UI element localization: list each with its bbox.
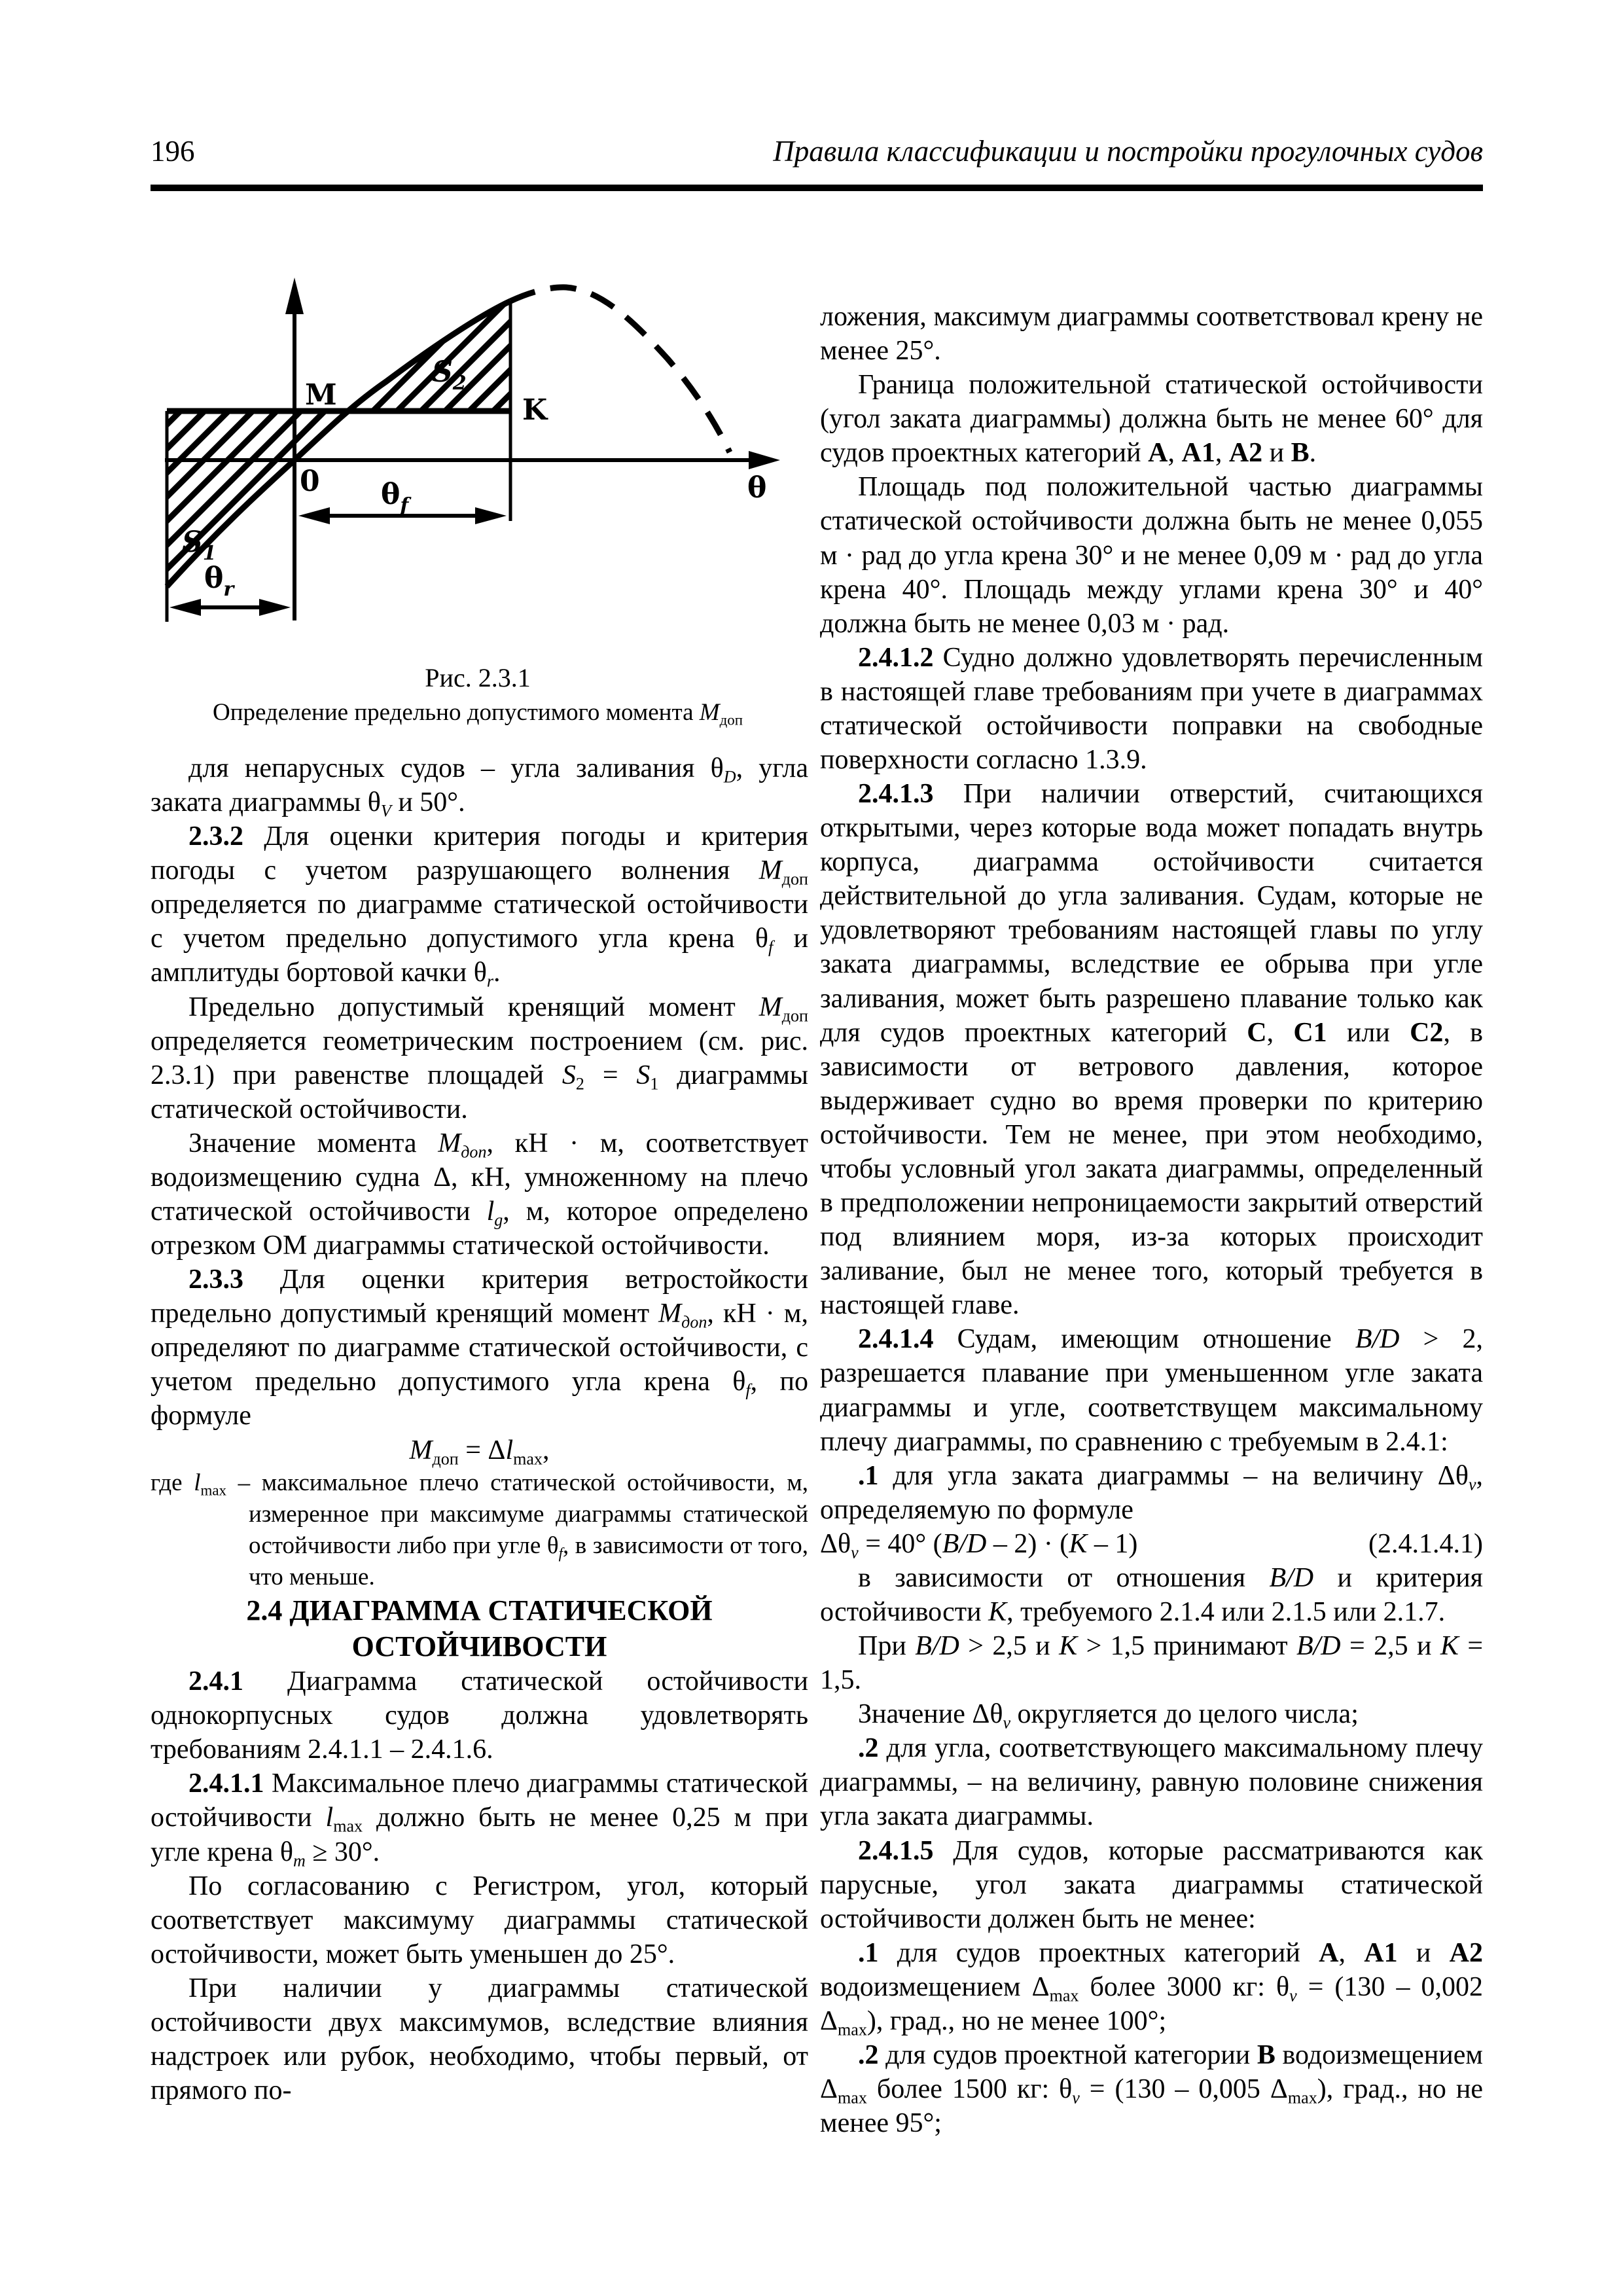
text-run: для судов проектной категории (878, 2039, 1257, 2070)
text-run: для непарусных судов – угла заливания θ (188, 753, 724, 783)
paragraph (151, 819, 808, 990)
theta-r-arrow-left (169, 599, 201, 616)
text-run: в зависимости от отношения (858, 1562, 1270, 1593)
text-run: B/D (1296, 1631, 1341, 1662)
stability-diagram (151, 260, 798, 653)
text-run: где (151, 1469, 194, 1496)
text-run: , (1266, 1017, 1294, 1048)
text-run: = (584, 1060, 637, 1090)
text-run: диаграммы статической остойчивости. (151, 1060, 808, 1124)
text-run: f (768, 937, 774, 957)
text-run: B/D (1355, 1324, 1400, 1355)
text-run: Δθ (820, 1528, 851, 1559)
text-run: max (1049, 1986, 1079, 2005)
paragraph (820, 1697, 1483, 1731)
text-run: 2.4.1.4 (858, 1324, 934, 1355)
text-run: max (838, 2020, 867, 2039)
text-run: А1 (1364, 1937, 1398, 1968)
text-run: .2 (858, 2039, 879, 2070)
text-run: 2.4.1.3 (858, 779, 934, 810)
text-run: Граница положительной статической остойчивости (угол заката диаграммы) должна быть не менее 60° для судов проектных категорий (820, 370, 1483, 469)
text-run: При наличии отверстий, считающихся открытыми, через которые вода может попадать внутрь корпуса, диаграмма остойчивости считается действительной до угла заливания. Судам, которые не удовлетворяют требованиям настоящей главы по углу заката диаграммы, вследствие ее обрыва при угле заливания, может быть разрешено плавание только как для судов проектных категорий (820, 779, 1483, 1048)
text-run: V (380, 801, 391, 821)
paragraph (820, 641, 1483, 777)
text-run: , (542, 1435, 550, 1465)
paragraph (820, 368, 1483, 470)
text-run: ≥ 30°. (305, 1837, 380, 1867)
text-run: max (1287, 2088, 1317, 2108)
theta-f-arrow-right (475, 507, 507, 524)
text-run: B/D (942, 1528, 987, 1559)
text-run: v (1003, 1713, 1011, 1732)
text-run: 2.3.3 (188, 1265, 243, 1295)
text-run: v (1072, 2088, 1080, 2108)
text-run: ложения, максимум диаграммы соответствовал крену не менее 25°. (820, 302, 1483, 367)
text-run: должно быть не менее 0,25 м при угле крена θ (151, 1803, 808, 1867)
paragraph (151, 1664, 808, 1767)
text-run: l (486, 1196, 495, 1227)
figure-caption (151, 662, 805, 726)
running-title: Правила классификации и постройки прогулочных судов (773, 135, 1483, 168)
text-run: Максимальное плечо диаграммы статической остойчивости (151, 1768, 808, 1833)
label-s1: $S_1$ (182, 526, 217, 565)
text-run: f (558, 1545, 563, 1562)
text-run: для угла, соответствующего максимальному плечу диаграммы, – на величину, равную половине снижения угла заката диаграммы. (820, 1733, 1483, 1832)
theta-f-arrow-left (298, 507, 330, 524)
text-run: > 2,5 и (959, 1631, 1060, 1662)
text-run: Для оценки критерия погоды и критерия погоды с учетом разрушающего волнения (151, 821, 808, 886)
text-run: А (1319, 1937, 1339, 1968)
paragraph (151, 1467, 808, 1593)
theta-r-arrow-right (259, 599, 291, 616)
text-run: , кН · м, определяют по диаграмме статической остойчивости, с учетом предельно допустимого угла крена θ (151, 1299, 808, 1397)
text-run: 2.4.1.5 (858, 1835, 934, 1866)
equation (820, 1527, 1137, 1561)
text-run: .2 (858, 1733, 879, 1764)
paragraph (820, 1629, 1483, 1697)
text-run: . (493, 958, 501, 988)
text-run: А2 (1449, 1937, 1483, 1968)
text-run: , (1215, 438, 1229, 469)
text-run: доп (719, 711, 743, 728)
paragraph (151, 1263, 808, 1433)
text-run: М (758, 992, 782, 1022)
text-run: S (636, 1060, 651, 1090)
text-run: определяется геометрическим построением (см. рис. 2.3.1) при равенстве площадей (151, 1026, 808, 1090)
label-m: M (305, 378, 337, 412)
text-run: , (1338, 1937, 1364, 1968)
text-run: 2.4.1 (188, 1666, 243, 1697)
paragraph (820, 777, 1483, 1322)
text-run: max (200, 1481, 227, 1498)
paragraph (151, 1126, 808, 1263)
paragraph (820, 1322, 1483, 1458)
text-run: 1 (650, 1074, 659, 1094)
paragraph (151, 990, 808, 1126)
text-run: При наличии у диаграммы статической остойчивости двух максимумов, вследствие влияния надстроек или рубок, необходимо, чтобы первый, от прямого по- (151, 1973, 808, 2106)
text-run: и (1397, 1937, 1450, 1968)
label-k: K (522, 393, 548, 427)
text-run: и (1262, 438, 1291, 469)
text-run: А (1148, 438, 1168, 469)
text-run: K (988, 1596, 1007, 1627)
text-run: max (513, 1448, 543, 1468)
text-run: v (1468, 1474, 1476, 1494)
page-header (151, 134, 1483, 168)
text-run: = 40° ( (858, 1528, 942, 1559)
text-run: доп (432, 1448, 459, 1468)
text-run: r (486, 971, 494, 991)
text-run: l (505, 1435, 514, 1465)
text-run: Для судов, которые рассматриваются как парусные, угол заката диаграммы статической остойчивости должен быть не менее: (820, 1835, 1483, 1934)
text-run: , угла заката диаграммы θ (151, 753, 808, 818)
text-run: 2.4.1.1 (188, 1768, 264, 1799)
text-run: более 3000 кг: θ (1079, 1971, 1290, 2002)
label-theta-f: $\theta_f$ (381, 478, 409, 517)
text-run: = 2,5 и (1340, 1631, 1440, 1662)
paragraph (820, 300, 1483, 368)
text-run: или (1327, 1017, 1410, 1048)
figure-2-3-1 (151, 260, 798, 653)
text-run: – 2) · ( (986, 1528, 1069, 1559)
page-number: 196 (151, 135, 195, 168)
text-run: и амплитуды бортовой качки θ (151, 924, 808, 988)
header-rule (151, 185, 1483, 191)
paragraph (820, 1459, 1483, 1527)
paragraph (820, 1834, 1483, 1936)
text-run: = 1,5. (820, 1631, 1484, 1696)
paragraph (151, 1767, 808, 1869)
text-run: B/D (1269, 1562, 1314, 1593)
text-run: , в зависимости от ветрового давления, которое выдерживает судно во время проверки по критерию остойчивости. Тем не менее, при этом необходимо, чтобы условный угол заката диаграммы, определенный в предположении непроницаемости закрытий отверстий под влиянием моря, из-за которых происходит заливание, был не менее того, который требуется в настоящей главе. (820, 1017, 1484, 1321)
text-run: Диаграмма статической остойчивости однокорпусных судов должна удовлетворять требованиям 2.4.1.1 – 2.4.1.6. (151, 1666, 808, 1765)
text-run: доп (681, 1312, 707, 1332)
text-run: D (723, 767, 736, 787)
y-axis-arrow (285, 278, 304, 314)
text-run: . (1309, 438, 1317, 469)
text-run: > 2, разрешается плавание при уменьшенном угле заката диаграммы и угле, соответствущем максимальному плечу диаграммы, по сравнению с требуемым в 2.4.1: (820, 1324, 1484, 1457)
text-run: М (438, 1128, 461, 1158)
text-run: С (1247, 1017, 1267, 1048)
text-run: = (130 – 0,002 Δ (820, 1971, 1483, 2036)
text-run: B/D (915, 1631, 959, 1662)
text-run: .1 (858, 1460, 879, 1491)
text-run: g (494, 1210, 503, 1230)
text-run: > 1,5 принимают (1077, 1631, 1296, 1662)
text-run: доп (781, 869, 808, 889)
text-run: , требуемого 2.1.4 или 2.1.5 или 2.1.7. (1007, 1596, 1446, 1627)
text-run: С2 (1410, 1017, 1444, 1048)
text-run: K (1069, 1528, 1088, 1559)
paragraph (151, 1971, 808, 2108)
text-run: , определяемую по формуле (820, 1460, 1483, 1525)
left-column (151, 751, 808, 2108)
text-run: При (858, 1631, 916, 1662)
text-run: = (130 – 0,005 Δ (1079, 2074, 1288, 2105)
paragraph (151, 751, 808, 819)
text-run: для судов проектных категорий (878, 1937, 1319, 1968)
formula (820, 1527, 1483, 1561)
text-run: m (293, 1850, 306, 1870)
text-run: С1 (1293, 1017, 1327, 1048)
text-run: S (562, 1060, 576, 1090)
text-run: По согласованию с Регистром, угол, который соответствует максимуму диаграммы статической остойчивости, может быть уменьшен до 25°. (151, 1871, 808, 1969)
text-run: 2.4.1.2 (858, 642, 934, 673)
text-run: Предельно допустимый кренящий момент (188, 992, 759, 1022)
label-s2: $S_2$ (432, 355, 467, 395)
text-run: водоизмещением Δ (820, 2039, 1483, 2105)
text-run: = Δ (458, 1435, 506, 1465)
text-run: 2.3.2 (188, 821, 243, 852)
text-run: М (699, 699, 720, 726)
text-run: Площадь под положительной частью диаграммы статической остойчивости должна быть не менее 0,055 м · рад до угла крена 30° и не менее 0,09 м · рад до угла крена 40°. Площадь между углами крена 30° и 40° должна быть не менее 0,03 м · рад. (820, 472, 1483, 639)
text-run: Судно должно удовлетворять перечисленным в настоящей главе требованиям при учете в диаграммах статической остойчивости поправки на свободные поверхности согласно 1.3.9. (820, 642, 1483, 776)
text-run: В (1291, 438, 1310, 469)
text-run: и критерия остойчивости (820, 1562, 1483, 1627)
righting-curve-dashed (510, 287, 730, 452)
paragraph (820, 2038, 1483, 2140)
text-run: 2 (575, 1074, 584, 1094)
text-run: округляется до целого числа; (1010, 1699, 1359, 1730)
paragraph (820, 1731, 1483, 1833)
text-run: Определение предельно допустимого момента (212, 699, 700, 726)
text-run: l (194, 1469, 201, 1496)
label-theta-r: $\theta_r$ (204, 562, 234, 601)
text-run: – 1) (1087, 1528, 1138, 1559)
paragraph (820, 1936, 1483, 2038)
text-run: max (838, 2088, 867, 2108)
equation-number: (2.4.1.4.1) (1368, 1528, 1483, 1559)
label-theta: θ (747, 471, 767, 505)
text-run: доп (461, 1142, 487, 1162)
section-heading (151, 1593, 808, 1664)
paragraph (151, 1869, 808, 1971)
text-run: ), град., но не менее 100°; (866, 2005, 1167, 2036)
text-run: Значение Δθ (858, 1699, 1003, 1730)
text-run: водоизмещением Δ (820, 1971, 1050, 2002)
text-run: А1 (1181, 438, 1215, 469)
text-run: 2.4 ДИАГРАММА СТАТИЧЕСКОЙ ОСТОЙЧИВОСТИ (246, 1594, 713, 1662)
right-column (820, 300, 1483, 2140)
text-run: Для оценки критерия ветростойкости предельно допустимый кренящий момент (151, 1265, 808, 1329)
text-run: f (745, 1380, 751, 1400)
text-run: .1 (858, 1937, 879, 1968)
theta-axis-arrow (749, 451, 780, 469)
text-run: , м, которое определено отрезком ОМ диаграммы статической остойчивости. (151, 1196, 808, 1261)
text-run: Значение момента (188, 1128, 438, 1158)
text-run: ), град., но не менее 95°; (820, 2074, 1483, 2139)
figure-caption-text (151, 698, 805, 726)
text-run: , в зависимости от того, что меньше. (249, 1532, 808, 1590)
paragraph (820, 470, 1483, 640)
text-run: М (658, 1299, 682, 1329)
label-origin: 0 (300, 465, 320, 498)
text-run: v (851, 1543, 859, 1562)
text-run: v (1289, 1986, 1297, 2005)
text-run: для угла заката диаграммы – на величину Δθ (878, 1460, 1469, 1491)
text-run: определяется по диаграмме статической остойчивости с учетом предельно допустимого угла крена θ (151, 889, 808, 954)
figure-caption-number: Рис. 2.3.1 (425, 663, 531, 692)
text-run: более 1500 кг: θ (866, 2074, 1073, 2105)
text-run: , по формуле (151, 1367, 808, 1431)
text-run: K (1059, 1631, 1078, 1662)
text-run: l (325, 1803, 334, 1833)
text-run: , (1168, 438, 1182, 469)
text-run: и 50°. (391, 787, 465, 818)
formula (151, 1433, 808, 1467)
text-run: В (1257, 2039, 1275, 2070)
text-run: М (409, 1435, 433, 1465)
text-run: max (333, 1816, 363, 1836)
text-run: – максимальное плечо статической остойчивости, м, измеренное при максимуме диаграммы статической остойчивости либо при угле θ (226, 1469, 808, 1559)
text-run: , кН · м, соответствует водоизмещению судна Δ, кН, умноженному на плечо статической остойчивости (151, 1128, 809, 1227)
text-run: K (1440, 1631, 1459, 1662)
text-run: А2 (1228, 438, 1263, 469)
text-run: Судам, имеющим отношение (933, 1324, 1355, 1355)
text-run: доп (781, 1005, 808, 1025)
text-run: М (758, 855, 782, 886)
paragraph (820, 1561, 1483, 1629)
